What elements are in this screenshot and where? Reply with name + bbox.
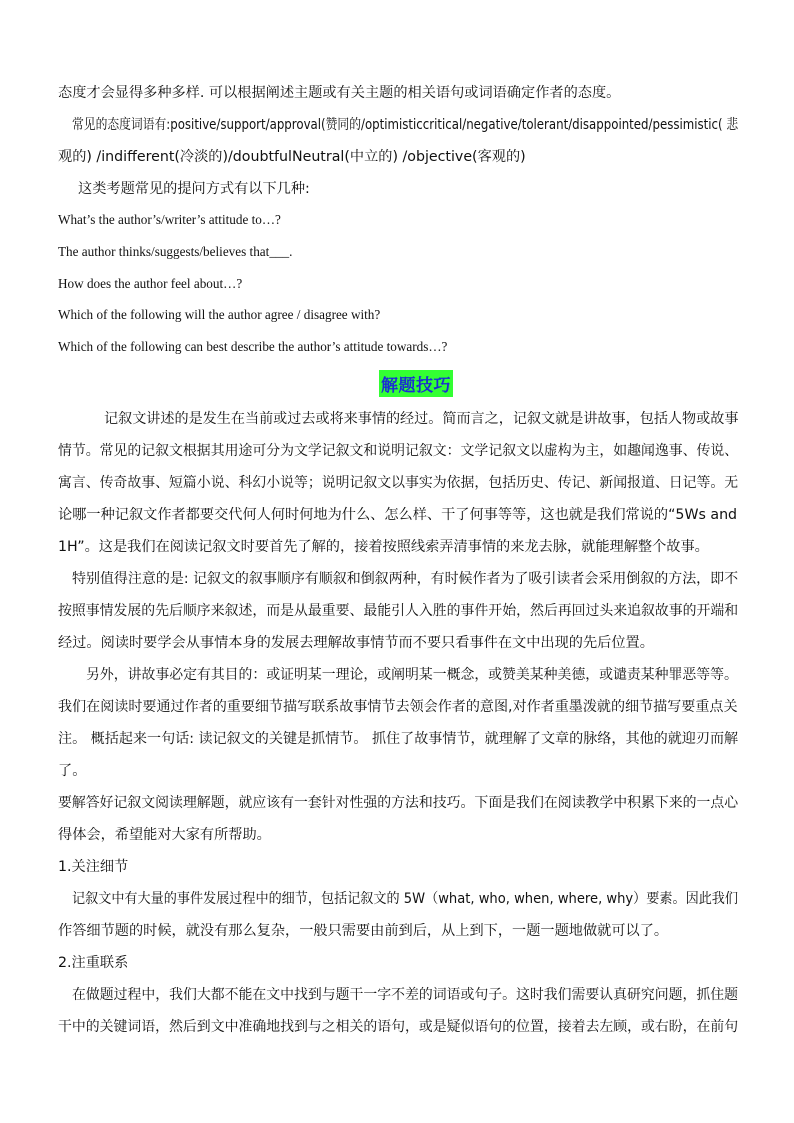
paragraph-1-line: 1H”。这是我们在阅读记叙文时要首先了解的，接着按照线索弄清事情的来龙去脉，就能理解整个故事。	[58, 539, 709, 555]
paragraph-4-line: 得体会，希望能对大家有所帮助。	[58, 827, 271, 843]
question-form: How does the author feel about…?	[58, 276, 243, 291]
paragraph-3-line: 注。 概括起来一句话: 读记叙文的关键是抓情节。 抓住了故事情节，就理解了文章的脉络，其他的就迎刃而解	[58, 731, 739, 747]
paragraph-2-line: 经过。阅读时要学会从事情本身的发展去理解故事情节而不要只看事件在文中出现的先后位置。	[58, 635, 654, 651]
paragraph-1-line: 寓言、传奇故事、短篇小说、科幻小说等；说明记叙文以事实为依据，包括历史、传记、新闻报道、日记等。无	[58, 475, 739, 491]
question-form: Which of the following can best describe the author’s attitude towards…?	[58, 339, 448, 354]
subsection-2-line: 干中的关键词语，然后到文中准确地找到与之相关的语句，或是疑似语句的位置，接着去左顾，或右盼，在前句	[58, 1019, 739, 1035]
paragraph-3-line: 我们在阅读时要通过作者的重要细节描写联系故事情节去领会作者的意图,对作者重墨泼就的细节描写要重点关	[58, 699, 738, 715]
section-title: 解题技巧	[379, 370, 453, 397]
paragraph-2-line: 按照事情发展的先后顺序来叙述，而是从最重要、最能引人入胜的事件开始，然后再回过头来追叙故事的开端和	[58, 603, 739, 619]
paragraph-4-line: 要解答好记叙文阅读理解题，就应该有一套针对性强的方法和技巧。下面是我们在阅读教学中积累下来的一点心	[58, 795, 739, 811]
paragraph-1-line: 记叙文讲述的是发生在当前或过去或将来事情的经过。简而言之，记叙文就是讲故事，包括人物或故事	[104, 411, 739, 427]
paragraph-1-line: 情节。常见的记叙文根据其用途可分为文学记叙文和说明记叙文：文学记叙文以虚构为主，如趣闻逸事、传说、	[58, 443, 739, 459]
paragraph-2-line: 特别值得注意的是: 记叙文的叙事顺序有顺叙和倒叙两种，有时候作者为了吸引读者会采用倒叙的方法，即不	[72, 571, 739, 587]
subsection-1-line: 作答细节题的时候，就没有那么复杂，一般只需要由前到后，从上到下，一题一题地做就可以了。	[58, 923, 669, 939]
paragraph-3-line: 另外，讲故事必定有其目的：或证明某一理论，或阐明某一概念，或赞美某种美德，或谴责某种罪恶等等。	[86, 667, 738, 683]
paragraph-3-line: 了。	[58, 763, 87, 779]
question-form: The author thinks/suggests/believes that___.	[58, 244, 293, 259]
question-form: What’s the author’s/writer’s attitude to…?	[58, 212, 281, 227]
paragraph-1-line: 论哪一种记叙文作者都要交代何人何时何地为什么、怎么样、干了何事等等，这也就是我们常说的“5Ws and	[58, 507, 738, 523]
subsection-2-heading: 2.注重联系	[58, 955, 129, 971]
intro-line-3: 观的) /indifferent(冷淡的)/doubtfulNeutral(中立的) /objective(客观的)	[58, 149, 526, 165]
subsection-1-line: 记叙文中有大量的事件发展过程中的细节，包括记叙文的 5W（what, who, when, where, why）要素。因此我们	[72, 891, 739, 907]
intro-line-2: 常见的态度词语有:positive/support/approval(赞同的/optimisticcritical/negative/tolerant/disappointed/pessimistic( 悲	[72, 117, 739, 133]
intro-line-1: 态度才会显得多种多样. 可以根据阐述主题或有关主题的相关语句或词语确定作者的态度。	[58, 85, 621, 101]
intro-line-4: 这类考题常见的提问方式有以下几种:	[78, 181, 310, 197]
subsection-1-heading: 1.关注细节	[58, 859, 129, 875]
subsection-2-line: 在做题过程中，我们大都不能在文中找到与题干一字不差的词语或句子。这时我们需要认真研究问题，抓住题	[72, 987, 739, 1003]
question-form: Which of the following will the author agree / disagree with?	[58, 307, 381, 322]
